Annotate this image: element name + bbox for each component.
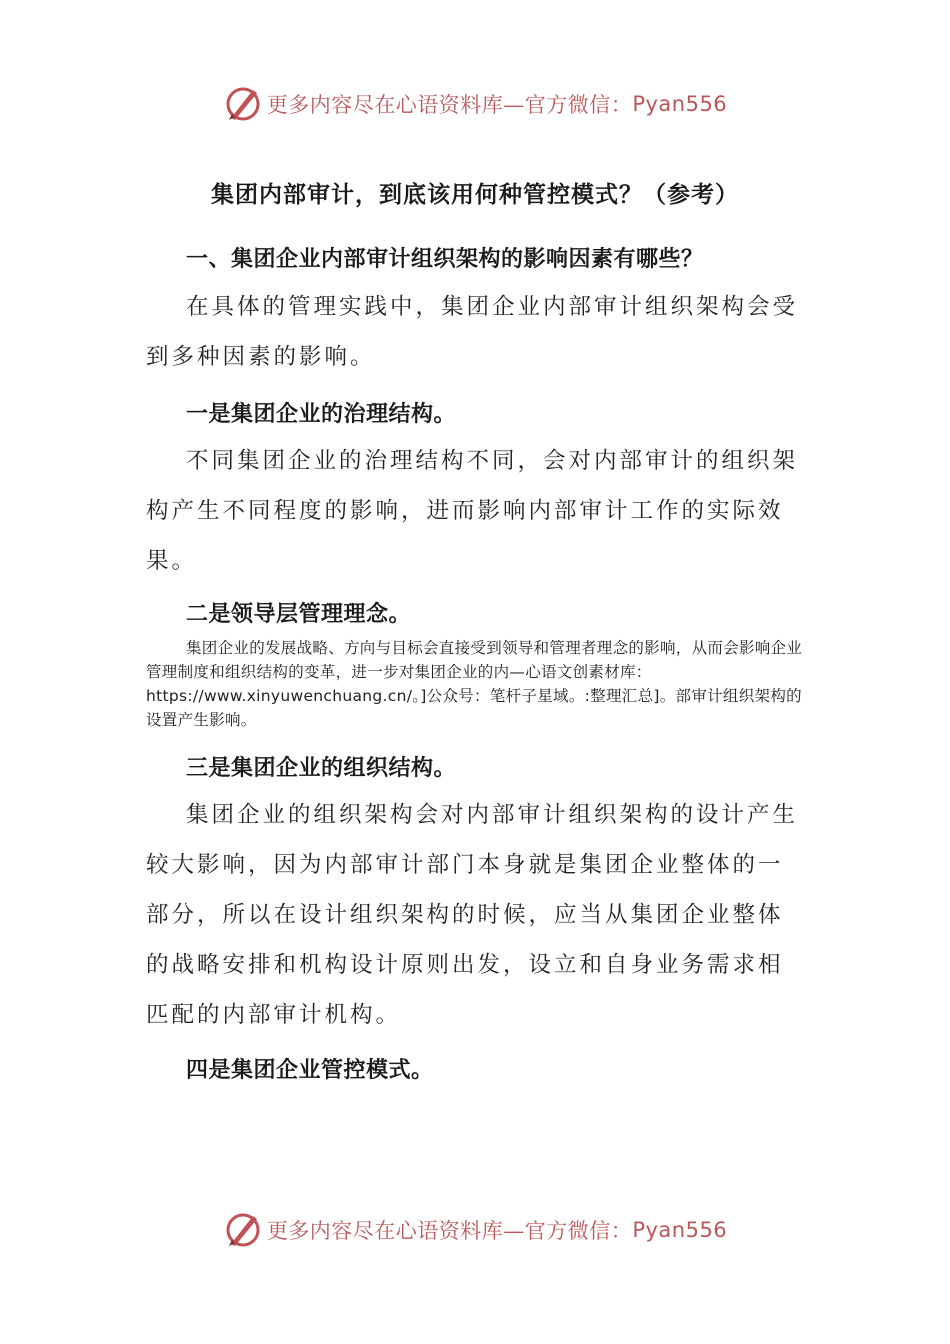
section-heading-2: 一是集团企业的治理结构。 <box>186 402 457 427</box>
quill-pen-icon <box>223 1210 263 1250</box>
section-heading-4: 三是集团企业的组织结构。 <box>186 756 457 781</box>
top-banner <box>0 82 950 126</box>
section-body-2: 不同集团企业的治理结构不同，会对内部审计的组织架构产生不同程度的影响，进而影响内部审计工作的实际效果。 <box>146 448 799 574</box>
document-title: 集团内部审计，到底该用何种管控模式？（参考） <box>211 182 739 208</box>
banner-text: 更多内容尽在心语资料库—官方微信： <box>266 1219 633 1243</box>
section-body-4: 集团企业的组织架构会对内部审计组织架构的设计产生较大影响，因为内部审计部门本身就是集团企业整体的一部分，所以在设计组织架构的时候，应当从集团企业整体的战略安排和机构设计原则出发，设立和自身业务需求相匹配的内部审计机构。 <box>146 802 799 1028</box>
bottom-banner <box>0 1208 950 1252</box>
wechat-id: Pyan556 <box>632 1218 728 1242</box>
wechat-id: Pyan556 <box>632 92 728 116</box>
section-heading-5: 四是集团企业管控模式。 <box>186 1058 434 1083</box>
section-body-1: 在具体的管理实践中，集团企业内部审计组织架构会受到多种因素的影响。 <box>146 294 799 370</box>
banner-text: 更多内容尽在心语资料库—官方微信： <box>266 93 633 117</box>
section-body-3: 集团企业的发展战略、方向与目标会直接受到领导和管理者理念的影响，从而会影响企业管理制度和组织结构的变革，进一步对集团企业的内—心语文创素材库：https://www.xinyuwenchuang.cn/。]公众号：笔杆子星域。:整理汇总]。部审计组织架构的设置产生影响。 <box>146 639 803 729</box>
section-heading-3: 二是领导层管理理念。 <box>186 602 412 627</box>
quill-pen-icon <box>223 84 263 124</box>
section-heading-1: 一、集团企业内部审计组织架构的影响因素有哪些？ <box>186 247 704 272</box>
